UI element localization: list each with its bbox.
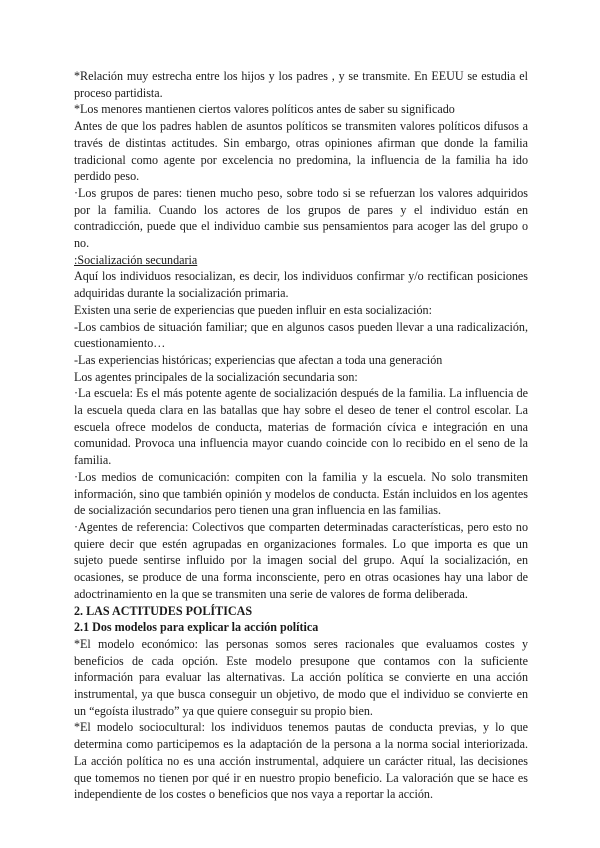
paragraph-parents-values: Antes de que los padres hablen de asuntos políticos se transmiten valores políticos difusos a través de distintas actitudes. Sin embargo, otras opiniones afirman que donde la familia tradicional como agente por excelencia no predomina, la influencia de la familia ha ido perdido peso. xyxy=(74,119,528,184)
paragraph-economic-model: *El modelo económico: las personas somos seres racionales que evaluamos costes y beneficios de cada opción. Este modelo presupone que contamos con la suficiente información para evaluar las alternativas. La acción política se convierte en una acción instrumental, ya que busca conseguir un objetivo, de modo que el individuo se convierte en un “egoísta ilustrado” ya que quiere conseguir su propio bien. xyxy=(74,636,528,718)
paragraph-resocialize: Aquí los individuos resocializan, es decir, los individuos confirmar y/o rectifican posiciones adquiridas durante la socialización primaria. xyxy=(74,269,528,301)
paragraph-media: ·Los medios de comunicación: compiten con la familia y la escuela. No solo transmiten información, sino que también opinión y modelos de conducta. Están incluidos en los agentes de socialización secundarios pero tienen una gran influencia en las familias. xyxy=(74,469,528,518)
paragraph-peer-groups: ·Los grupos de pares: tienen mucho peso, sobre todo si se refuerzan los valores adquiridos por la familia. Cuando los actores de los grupos de pares y el individuo están en contradicción, puede que el individuo cambie sus pensamientos para acoger las del grupo o no. xyxy=(74,185,528,251)
paragraph-historical-experiences: -Las experiencias históricas; experiencias que afectan a toda una generación xyxy=(74,352,443,367)
paragraph-experiences-intro: Existen una serie de experiencias que pueden influir en esta socialización: xyxy=(74,302,432,317)
paragraph-school: ·La escuela: Es el más potente agente de socialización después de la familia. La influencia de la escuela queda clara en las batallas que hay sobre el deseo de tener el control escolar. La escuela ofrece modelos de conducta, materias de formación cívica e integración en una comunidad. Provoca una influencia mayor cuando coincide con lo recibido en el seno de la familia. xyxy=(74,386,528,468)
paragraph-reference-agents: ·Agentes de referencia: Colectivos que comparten determinadas características, pero esto no quiere decir que estén agrupadas en organizaciones formales. Lo que importa es que un sujeto puede sentirse influido por la imagen social del grupo. Aquí la socialización, en ocasiones, se produce de una forma inconsciente, pero en otras ocasiones hay una labor de adoctrinamiento en la que se transmiten una serie de valores de forma deliberada. xyxy=(74,519,528,601)
paragraph-minors-values: *Los menores mantienen ciertos valores políticos antes de saber su significado xyxy=(74,102,455,117)
section-heading-political-attitudes: 2. LAS ACTITUDES POLÍTICAS xyxy=(74,603,253,618)
paragraph-sociocultural-model: *El modelo sociocultural: los individuos tenemos pautas de conducta previas, y lo que determina como participemos es la adaptación de la persona a la norma social interiorizada. La acción política no es una acción instrumental, adquiere un carácter ritual, las decisiones que tomemos no tienen por qué ir en nuestro propio beneficio. La valoración que se hace es independiente de los costes o beneficios que nos vaya a reportar la acción. xyxy=(74,720,528,802)
subheading-secondary-socialization: :Socialización secundaria xyxy=(74,252,198,267)
paragraph-family-changes: -Los cambios de situación familiar; que en algunos casos pueden llevar a una radicalización, cuestionamiento… xyxy=(74,319,528,351)
subsection-heading-two-models: 2.1 Dos modelos para explicar la acción política xyxy=(74,620,319,635)
paragraph-family-relation: *Relación muy estrecha entre los hijos y los padres , y se transmite. En EEUU se estudia el proceso partidista. xyxy=(74,69,528,100)
paragraph-agents-intro: Los agentes principales de la socialización secundaria son: xyxy=(74,369,358,384)
